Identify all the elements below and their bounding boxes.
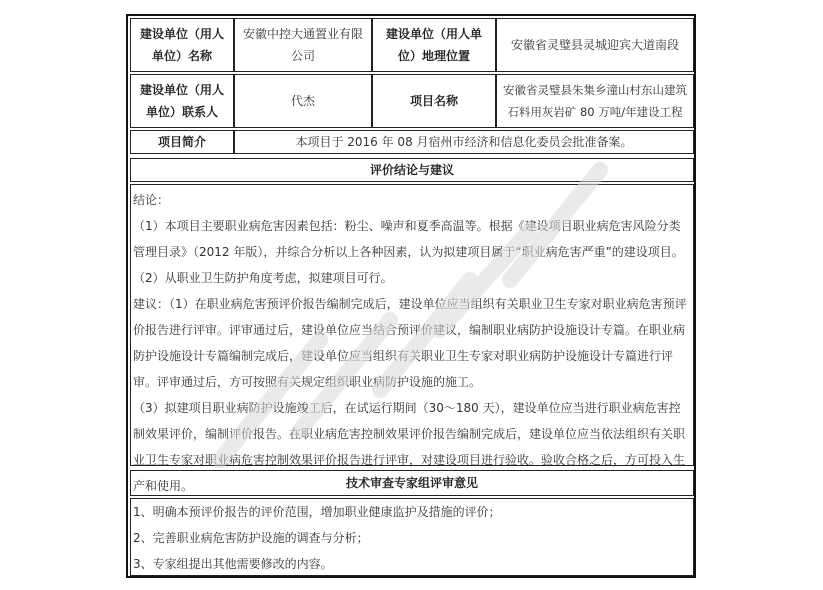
conclusion-label: 结论： — [133, 193, 170, 207]
label-project-name: 项目名称 — [372, 74, 496, 128]
label-unit-name: 建设单位（用人单位）名称 — [130, 18, 234, 72]
suggestion-item-3: （3）拟建项目职业病防护设施竣工后，在试运行期间（30～180 天），建设单位应当进行职业病危害控制效果评价，编制评价报告。在职业病危害控制效果评价报告编制完成后，建设单位应当依法组织有关职业卫生专家对职业病危害控制效果评价报告进行评审，对建设项目进行验收。验收合格之后，方可投入生产和使用。 — [133, 401, 686, 493]
evaluation-text — [133, 187, 690, 499]
suggestion-item-1: 建议：（1）在职业病危害预评价报告编制完成后，建设单位应当组织有关职业卫生专家对职业病危害预评价报告进行评审。评审通过后，建设单位应当结合预评价建议，编制职业病防护设施设计专篇。在职业病防护设施设计专篇编制完成后，建设单位应当组织有关职业卫生专家对职业病防护设施设计专篇进行评审。评审通过后，方可按照有关规定组织职业病防护设施的施工。 — [133, 297, 687, 389]
value-unit-name: 安徽中控大通置业有限公司 — [234, 18, 372, 72]
value-project-intro: 本项目于 2016 年 08 月宿州市经济和信息化委员会批准备案。 — [234, 130, 694, 154]
expert-item: 1、明确本预评价报告的评价范围，增加职业健康监护及措施的评价； — [133, 505, 501, 519]
value-contact: 代杰 — [234, 74, 372, 128]
expert-body — [130, 498, 694, 576]
label-contact: 建设单位（用人单位）联系人 — [130, 74, 234, 128]
document-table — [126, 14, 696, 578]
expert-item: 3、专家组提出其他需要修改的内容。 — [133, 557, 333, 571]
label-project-intro: 项目简介 — [130, 130, 234, 154]
evaluation-heading: 评价结论与建议 — [130, 158, 694, 182]
value-project-name: 安徽省灵璧县朱集乡潼山村东山建筑石料用灰岩矿 80 万吨/年建设工程 — [496, 74, 694, 128]
conclusion-item-2: （2）从职业卫生防护角度考虑，拟建项目可行。 — [133, 271, 393, 285]
expert-heading: 技术审查专家组评审意见 — [130, 470, 694, 496]
value-unit-location: 安徽省灵璧县灵城迎宾大道南段 — [496, 18, 694, 72]
label-unit-location: 建设单位（用人单位）地理位置 — [372, 18, 496, 72]
expert-item: 2、完善职业病危害防护设施的调查与分析； — [133, 531, 369, 545]
conclusion-item-1: （1）本项目主要职业病危害因素包括：粉尘、噪声和夏季高温等。根据《建设项目职业病危害风险分类管理目录》（2012 年版），并综合分析以上各种因素，认为拟建项目属于“职业病危害严重”的建设项目。 — [133, 219, 684, 259]
